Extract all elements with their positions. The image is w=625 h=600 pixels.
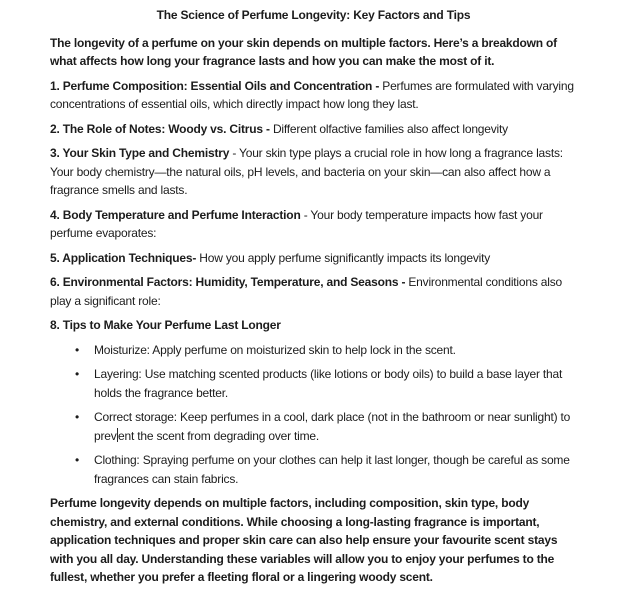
section-lead: 3. Your Skin Type and Chemistry: [50, 146, 230, 160]
section-lead: 6. Environmental Factors: Humidity, Temperature, and Seasons -: [50, 275, 409, 289]
section-lead: 4. Body Temperature and Perfume Interaction: [50, 207, 301, 222]
section-body: Perfumes are formulated with varying concentrations of essential oils, which directly impact how long they last.: [50, 78, 574, 111]
section-paragraph-2[interactable]: [50, 120, 577, 139]
section-lead: 1. Perfume Composition: Essential Oils and Concentration -: [50, 78, 383, 93]
section-lead: 5. Application Techniques-: [50, 250, 197, 265]
tip-item-clothing[interactable]: [50, 451, 577, 488]
section-body: - Your body temperature impacts how fast your perfume evaporates:: [50, 207, 543, 240]
section-paragraph-6[interactable]: [50, 273, 577, 310]
section-lead: 2. The Role of Notes: Woody vs. Citrus -: [50, 121, 273, 136]
tip-text: Moisturize: Apply perfume on moisturized skin to help lock in the scent.: [94, 342, 456, 357]
intro-paragraph[interactable]: The longevity of a perfume on your skin depends on multiple factors. Here’s a breakdown of what affects how long your fragrance lasts and how you can make the most of it.: [50, 35, 557, 68]
tip-text-after-caret: ent the scent from degrading over time.: [118, 428, 320, 443]
section-paragraph-4[interactable]: [50, 206, 577, 243]
section-body: Different olfactive families also affect longevity: [272, 121, 508, 136]
tips-list: [50, 341, 577, 489]
tip-text: Clothing: Spraying perfume on your clothes can help it last longer, though be careful as some fragrances can stain fabrics.: [94, 453, 570, 486]
section-body: Environmental conditions also play a significant role:: [50, 275, 562, 308]
section-body: - Your skin type plays a crucial role in how long a fragrance lasts: Your body chemistry—the natural oils, pH levels, and bacteria on your skin—can also affect how a fragrance smells and lasts.: [50, 146, 563, 197]
section-paragraph-1[interactable]: [50, 77, 577, 114]
conclusion-paragraph[interactable]: Perfume longevity depends on multiple factors, including composition, skin type, body chemistry, and external conditions. While choosing a long-lasting fragrance is important, application techniques and proper skin care can also help ensure your favourite scent stays with you all day. Understanding these variables will allow you to enjoy your perfumes to the fullest, whether you prefer a fleeting floral or a lingering woody scent.: [50, 496, 558, 584]
tip-item-moisturize[interactable]: [50, 341, 577, 360]
tip-item-storage[interactable]: [50, 408, 577, 445]
section-paragraph-3[interactable]: [50, 144, 577, 200]
document-title[interactable]: The Science of Perfume Longevity: Key Factors and Tips: [156, 8, 471, 22]
section-body: How you apply perfume significantly impacts its longevity: [196, 250, 491, 265]
tip-text-before-caret: Correct storage: Keep perfumes in a cool, dark place (not in the bathroom or near sunlight) to prev: [94, 410, 571, 443]
section-paragraph-5[interactable]: [50, 249, 577, 268]
tip-text: Layering: Use matching scented products (like lotions or body oils) to build a base layer that holds the fragrance better.: [94, 367, 563, 400]
tips-heading[interactable]: 8. Tips to Make Your Perfume Last Longer: [50, 318, 281, 332]
tip-item-layering[interactable]: [50, 365, 577, 402]
